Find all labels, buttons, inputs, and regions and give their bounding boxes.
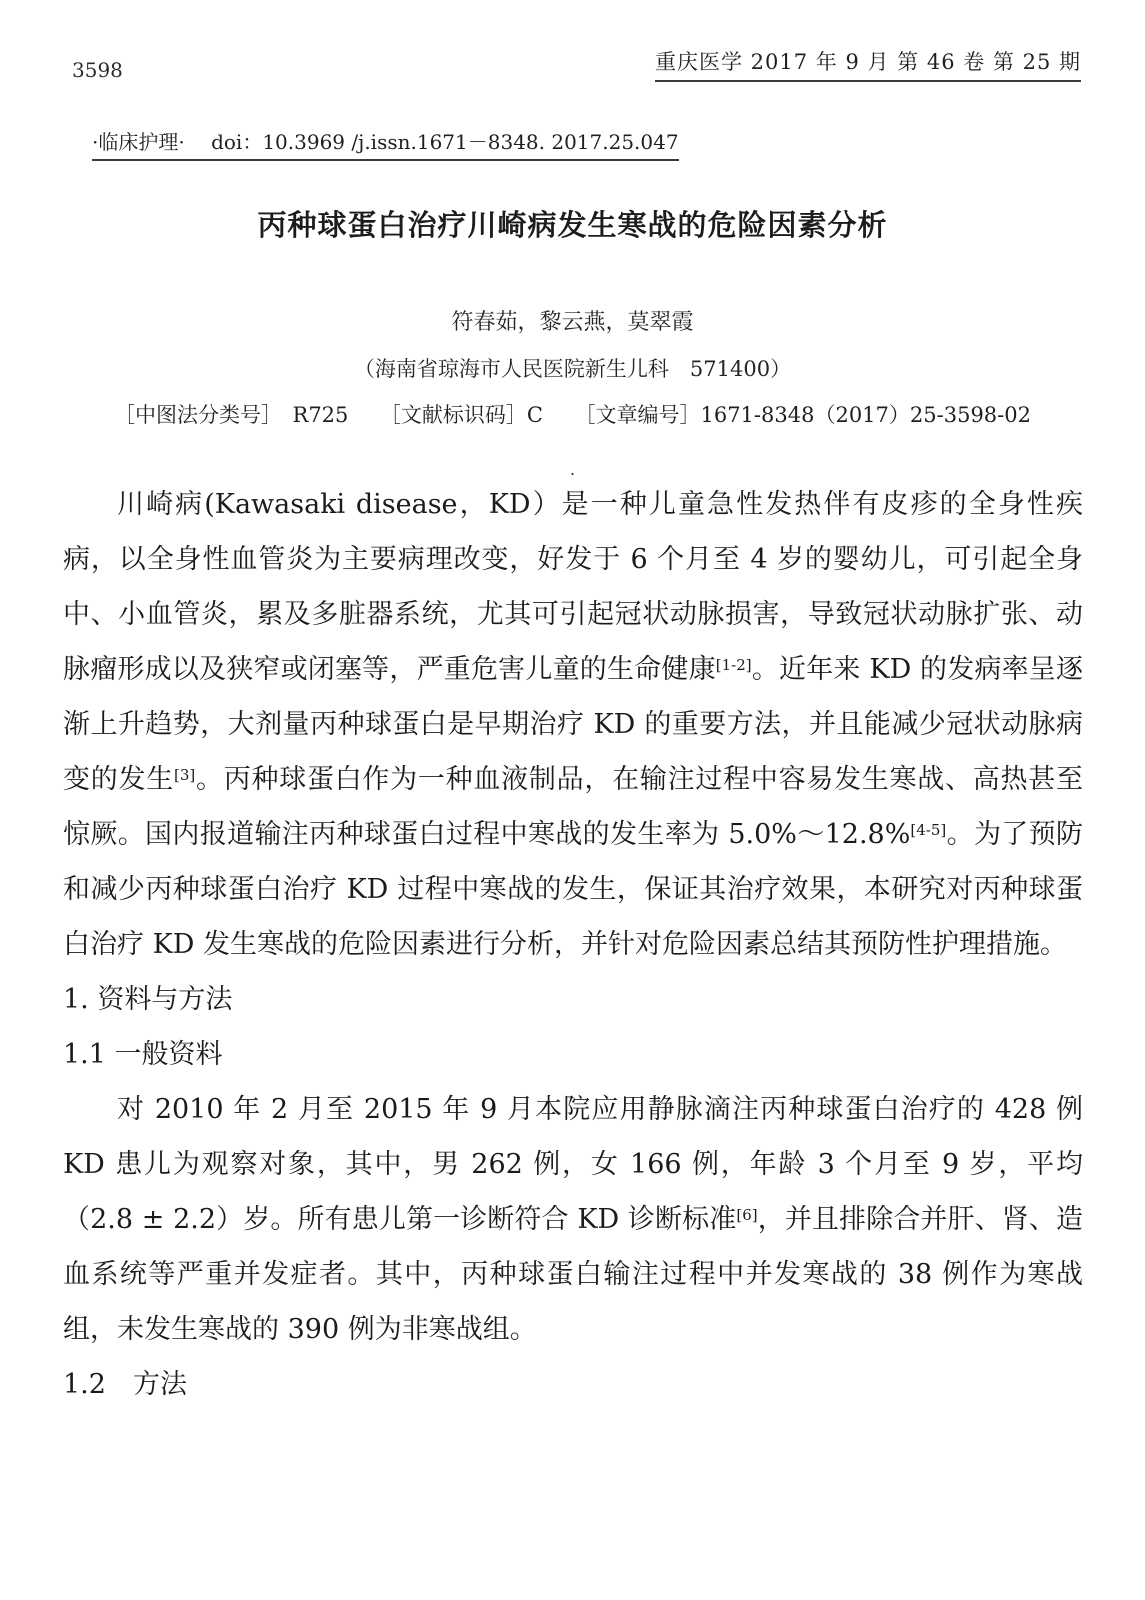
reference-superscript-3: [3] xyxy=(173,766,196,784)
doi-text: doi：10.3969 /j.issn.1671－8348. 2017.25.047 xyxy=(211,130,679,154)
intro-text-4: 。为了预防和减少丙种球蛋白治疗 KD 过程中寒战的发生，保证其治疗效果，本研究对丙种球蛋白治疗 KD 发生寒战的危险因素进行分析，并针对危险因素总结其预防性护理措施。 xyxy=(63,819,1083,960)
classification-meta-line: ［中图法分类号］ R725 ［文献标识码］C ［文章编号］1671-8348（2017）25-3598-02 xyxy=(114,403,1031,427)
page-header xyxy=(72,46,1081,82)
heading-methods: 1.2 方法 xyxy=(63,1369,187,1400)
general-data-text-1: 对 2010 年 2 月至 2015 年 9 月本院应用静脉滴注丙种球蛋白治疗的 428 例 KD 患儿为观察对象，其中，男 262 例，女 166 例，年龄 3 个月至 9 岁，平均（2.8 ± 2.2）岁。所有患儿第一诊断符合 KD 诊断标准 xyxy=(63,1094,1083,1235)
authors-line: 符春茹，黎云燕，莫翠霞 xyxy=(451,310,694,335)
reference-superscript-4-5: [4-5] xyxy=(910,821,947,839)
section-doi-line xyxy=(92,126,679,161)
article-body xyxy=(63,477,1083,1412)
heading-materials-methods: 1. 资料与方法 xyxy=(63,984,233,1015)
intro-text-1: 川崎病(Kawasaki disease，KD）是一种儿童急性发热伴有皮疹的全身性疾病，以全身性血管炎为主要病理改变，好发于 6 个月至 4 岁的婴幼儿，可引起全身中、小血管炎，累及多脏器系统，尤其可引起冠状动脉损害，导致冠状动脉扩张、动脉瘤形成以及狭窄或闭塞等，严重危害儿童的生命健康 xyxy=(63,489,1083,685)
paragraph-introduction xyxy=(63,477,1083,972)
journal-citation: 重庆医学 2017 年 9 月 第 46 卷 第 25 期 xyxy=(655,46,1081,82)
intro-text-3: 。丙种球蛋白作为一种血液制品，在输注过程中容易发生寒战、高热甚至惊厥。国内报道输注丙种球蛋白过程中寒战的发生率为 5.0%～12.8% xyxy=(63,764,1084,850)
intro-text-2: 。近年来 KD 的发病率呈逐渐上升趋势，大剂量丙种球蛋白是早期治疗 KD 的重要方法，并且能减少冠状动脉病变的发生 xyxy=(63,654,1084,795)
affiliation-line: （海南省琼海市人民医院新生儿科 571400） xyxy=(353,357,792,381)
general-data-text-2: ，并且排除合并肝、肾、造血系统等严重并发症者。其中，丙种球蛋白输注过程中并发寒战的 38 例作为寒战组，未发生寒战的 390 例为非寒战组。 xyxy=(63,1204,1083,1345)
reference-superscript-1-2: [1-2] xyxy=(715,656,752,674)
section-label: ·临床护理· xyxy=(92,130,185,154)
separator-dot: . xyxy=(569,460,576,479)
heading-general-data: 1.1 一般资料 xyxy=(63,1039,223,1070)
reference-superscript-6: [6] xyxy=(736,1206,758,1224)
page-number: 3598 xyxy=(72,58,123,82)
article-title: 丙种球蛋白治疗川崎病发生寒战的危险因素分析 xyxy=(257,208,888,242)
paragraph-general-data xyxy=(63,1082,1083,1357)
